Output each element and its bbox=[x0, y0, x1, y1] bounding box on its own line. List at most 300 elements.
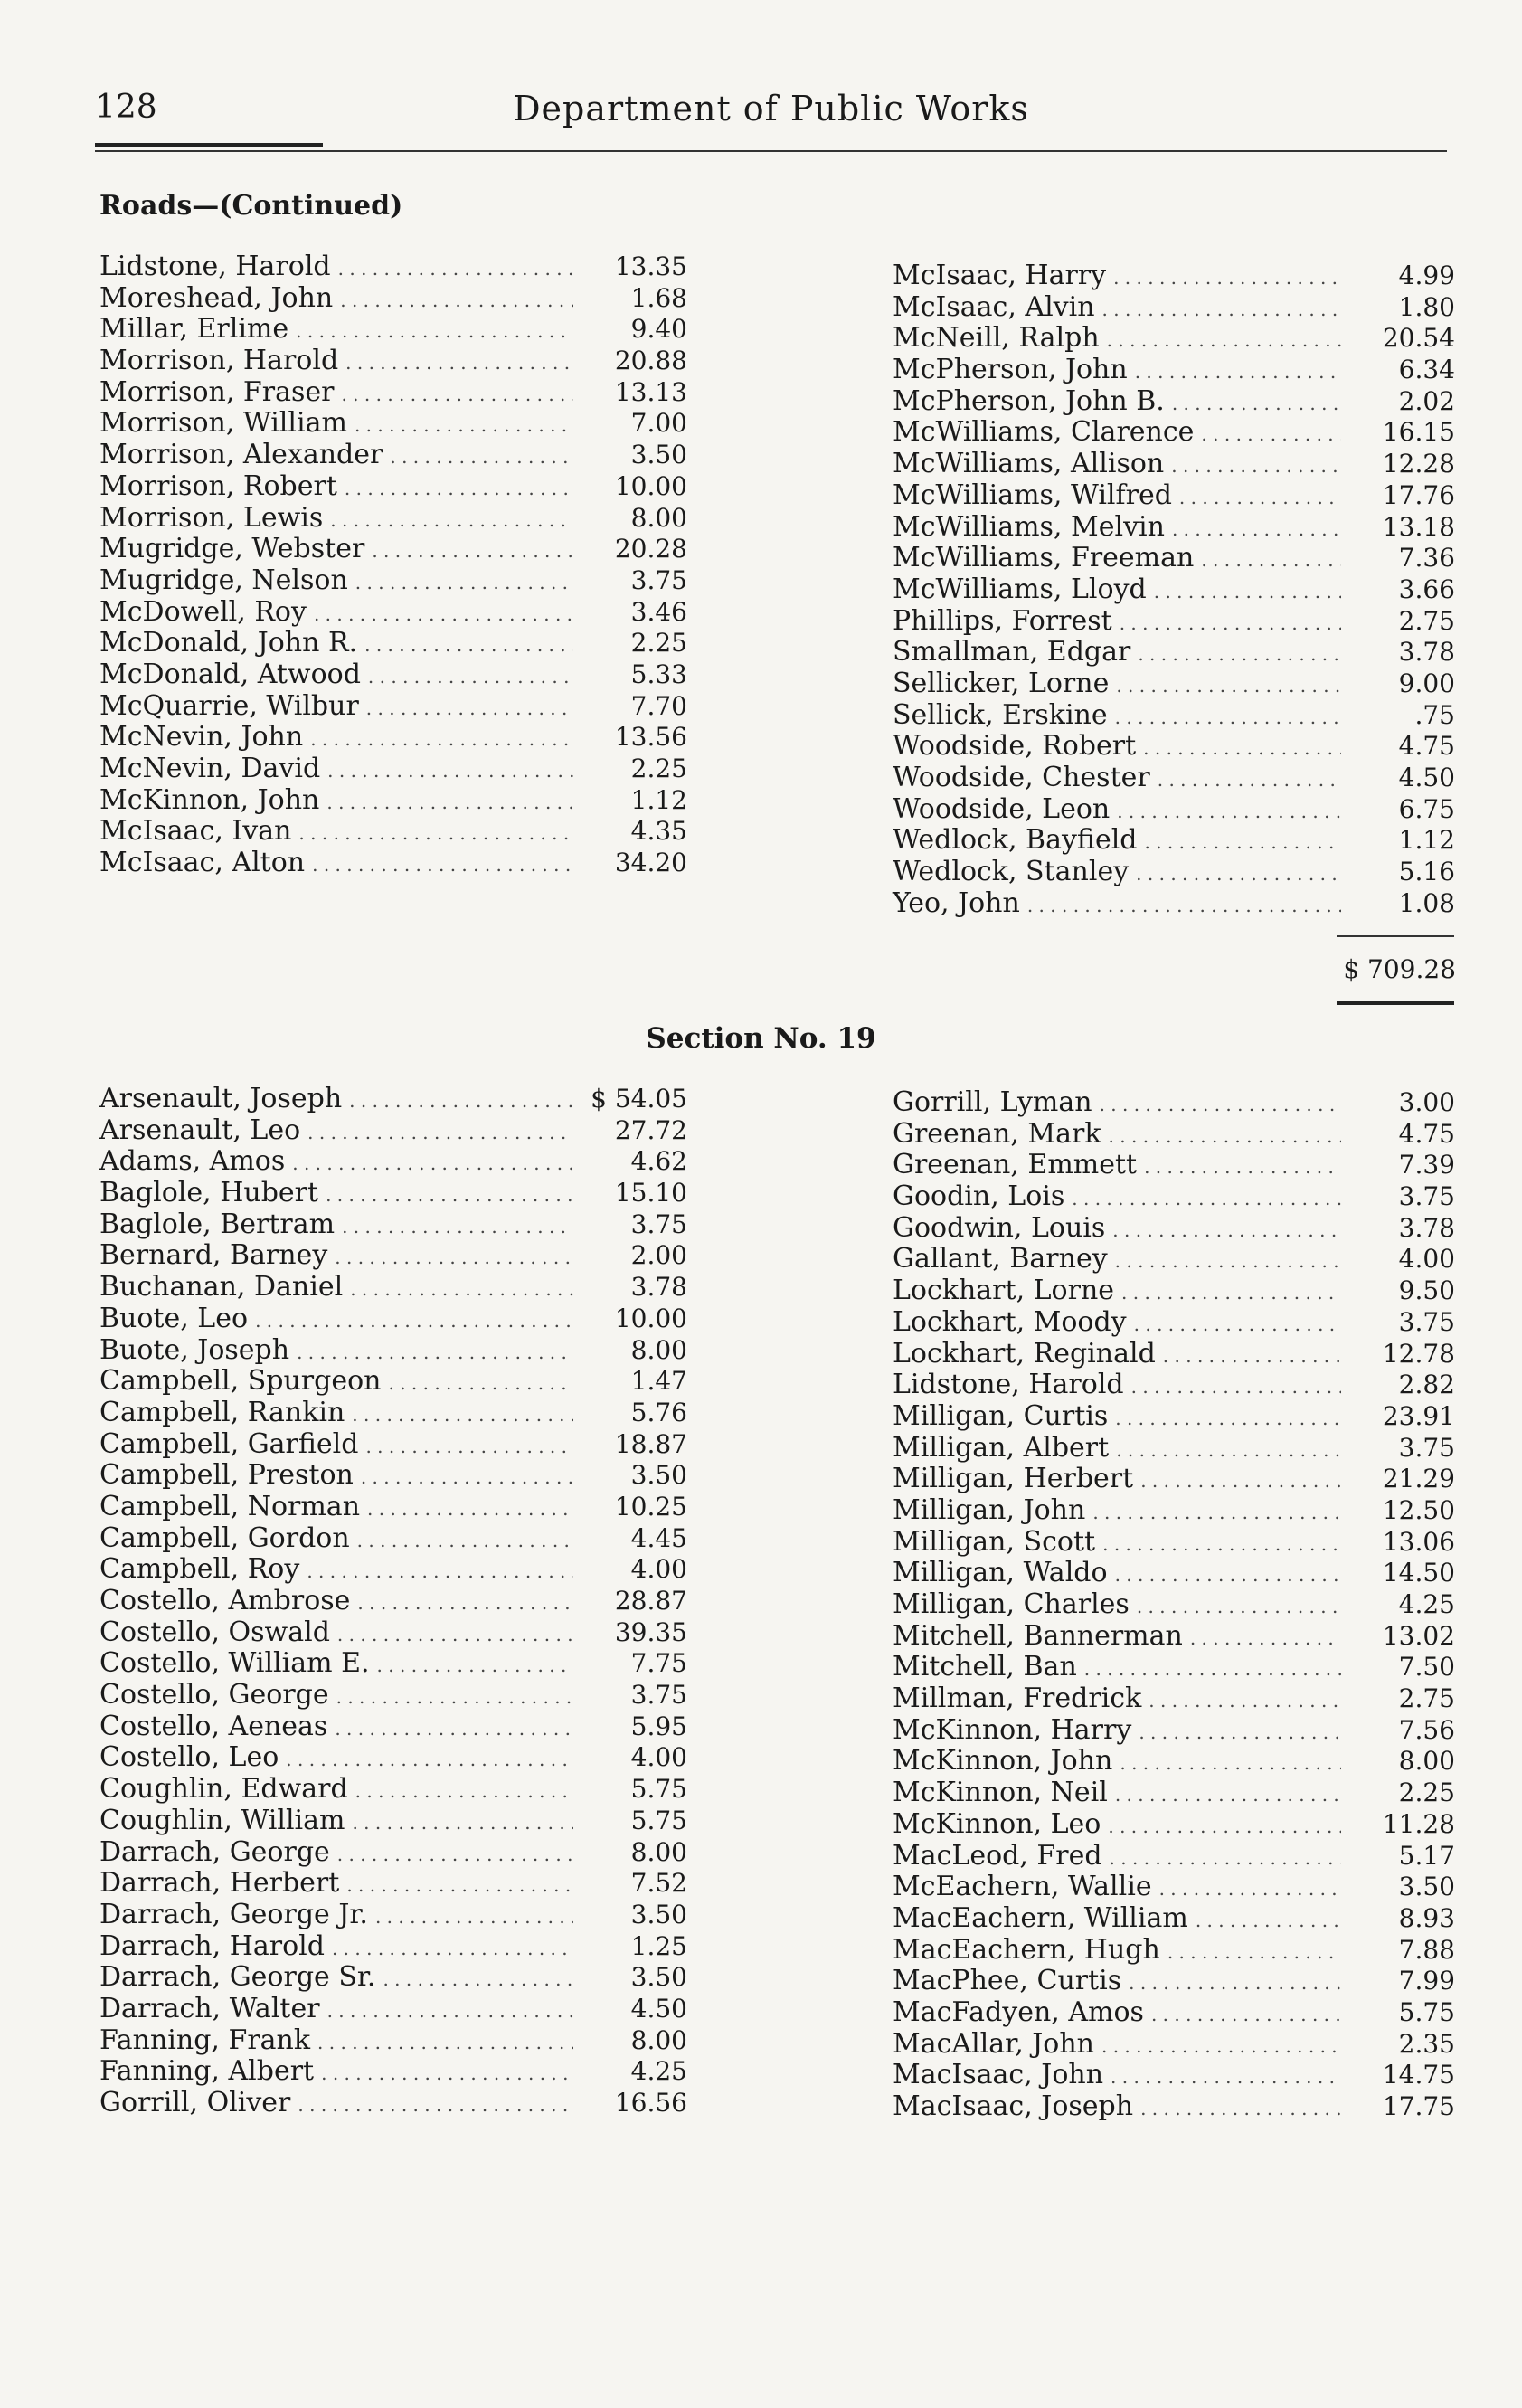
list-item bbox=[99, 1240, 687, 1272]
list-item bbox=[99, 1774, 687, 1806]
payee-name: Wedlock, Bayfield bbox=[893, 824, 1138, 857]
payee-name: Lockhart, Lorne bbox=[893, 1275, 1115, 1307]
payment-amount: 4.50 bbox=[1398, 763, 1455, 792]
list-item bbox=[99, 1272, 687, 1304]
dot-leader bbox=[1112, 1213, 1341, 1247]
list-item bbox=[893, 1495, 1455, 1527]
payee-name: Darrach, Walter bbox=[99, 1992, 320, 2024]
list-item bbox=[893, 1119, 1455, 1151]
payment-amount: 3.46 bbox=[630, 596, 687, 627]
payee-name: Morrison, Harold bbox=[99, 345, 339, 377]
dot-leader bbox=[326, 785, 573, 819]
payment-amount: 4.25 bbox=[630, 2056, 687, 2087]
payee-name: McWilliams, Lloyd bbox=[893, 573, 1147, 605]
payment-amount: 17.75 bbox=[1382, 2091, 1455, 2121]
dot-leader bbox=[1115, 700, 1341, 734]
payment-amount: 9.40 bbox=[630, 314, 687, 345]
payment-amount: 5.16 bbox=[1398, 857, 1455, 887]
dot-leader bbox=[361, 1460, 573, 1493]
payment-amount: 27.72 bbox=[614, 1114, 687, 1145]
dot-leader bbox=[377, 1648, 573, 1682]
dot-leader bbox=[355, 408, 573, 441]
total-rule-top bbox=[1337, 935, 1454, 937]
list-item bbox=[99, 1962, 687, 1994]
payment-amount: 4.00 bbox=[630, 1554, 687, 1585]
payment-amount: 6.75 bbox=[1398, 793, 1455, 824]
list-item bbox=[893, 1966, 1455, 1997]
list-item bbox=[99, 722, 687, 754]
running-title: Department of Public Works bbox=[513, 89, 1029, 128]
payee-name: McWilliams, Freeman bbox=[893, 542, 1195, 574]
payee-name: Morrison, William bbox=[99, 407, 347, 440]
dot-leader bbox=[1116, 1433, 1341, 1466]
list-item bbox=[99, 283, 687, 315]
dot-leader bbox=[310, 722, 573, 755]
list-item bbox=[893, 1872, 1455, 1903]
payment-amount: 13.56 bbox=[614, 722, 687, 753]
payee-name: McKinnon, Neil bbox=[893, 1777, 1108, 1809]
list-item bbox=[893, 480, 1455, 512]
dot-leader bbox=[1149, 1683, 1341, 1717]
payee-name: Costello, Ambrose bbox=[99, 1585, 351, 1616]
payment-amount: 4.75 bbox=[1398, 731, 1455, 762]
payment-amount: 11.28 bbox=[1382, 1808, 1455, 1839]
dot-leader bbox=[337, 1617, 573, 1651]
payment-amount: 8.93 bbox=[1398, 1902, 1455, 1933]
payment-amount: 13.18 bbox=[1382, 511, 1455, 542]
dot-leader bbox=[297, 1335, 573, 1369]
dot-leader bbox=[1136, 857, 1341, 890]
dot-leader bbox=[1108, 1809, 1341, 1843]
payee-name: Sellicker, Lorne bbox=[893, 667, 1110, 699]
payment-amount: 1.47 bbox=[630, 1366, 687, 1397]
payee-name: MacEachern, Hugh bbox=[893, 1933, 1160, 1966]
payment-amount: 4.45 bbox=[630, 1522, 687, 1553]
list-item bbox=[893, 574, 1455, 606]
section19-right-column bbox=[893, 1087, 1455, 2123]
list-item bbox=[99, 691, 687, 723]
dot-leader bbox=[1138, 637, 1341, 670]
dot-leader bbox=[357, 1523, 573, 1557]
dot-leader bbox=[1100, 1087, 1341, 1121]
list-item bbox=[893, 888, 1455, 920]
dot-leader bbox=[1092, 1495, 1341, 1529]
list-item bbox=[99, 1586, 687, 1617]
payment-amount: 20.54 bbox=[1382, 323, 1455, 354]
list-item bbox=[893, 261, 1455, 292]
dot-leader bbox=[346, 1868, 573, 1901]
payee-name: Millar, Erlime bbox=[99, 313, 289, 346]
list-item bbox=[893, 449, 1455, 480]
payee-name: Costello, Leo bbox=[99, 1741, 279, 1774]
payment-amount: 5.76 bbox=[630, 1397, 687, 1427]
list-item bbox=[893, 1935, 1455, 1967]
dot-leader bbox=[332, 1931, 573, 1965]
dot-leader bbox=[314, 597, 573, 630]
list-item bbox=[99, 754, 687, 785]
payee-name: Costello, Aeneas bbox=[99, 1710, 328, 1742]
payment-amount: 3.50 bbox=[630, 1460, 687, 1491]
dot-leader bbox=[341, 377, 573, 411]
payment-amount: 12.50 bbox=[1382, 1494, 1455, 1525]
list-item bbox=[99, 1492, 687, 1523]
list-item bbox=[893, 386, 1455, 418]
list-item bbox=[893, 1652, 1455, 1683]
payment-amount: 6.34 bbox=[1398, 355, 1455, 385]
list-item bbox=[893, 417, 1455, 449]
list-item bbox=[99, 1146, 687, 1178]
payment-amount: 3.78 bbox=[630, 1272, 687, 1303]
payment-amount: 28.87 bbox=[614, 1586, 687, 1616]
list-item bbox=[893, 731, 1455, 763]
dot-leader bbox=[1134, 1307, 1341, 1341]
dot-leader bbox=[298, 2088, 573, 2121]
dot-leader bbox=[1120, 1746, 1341, 1779]
dot-leader bbox=[1072, 1181, 1341, 1215]
payment-amount: 8.00 bbox=[630, 1334, 687, 1365]
dot-leader bbox=[1179, 480, 1341, 514]
list-item bbox=[893, 1809, 1455, 1841]
dot-leader bbox=[1139, 1715, 1341, 1749]
payee-name: Buote, Joseph bbox=[99, 1333, 290, 1366]
dot-leader bbox=[1113, 261, 1341, 294]
payment-amount: .75 bbox=[1414, 699, 1455, 730]
payment-amount: 4.50 bbox=[630, 1993, 687, 2024]
payment-amount: 3.66 bbox=[1398, 574, 1455, 604]
list-item bbox=[99, 1900, 687, 1931]
list-item bbox=[893, 1527, 1455, 1559]
list-item bbox=[99, 471, 687, 503]
payee-name: McPherson, John B. bbox=[893, 384, 1165, 417]
dot-leader bbox=[1115, 1558, 1341, 1591]
list-item bbox=[893, 794, 1455, 826]
payee-name: Gallant, Barney bbox=[893, 1243, 1108, 1275]
payment-amount: 12.28 bbox=[1382, 449, 1455, 479]
roads-right-column bbox=[893, 261, 1455, 919]
payee-name: McKinnon, John bbox=[99, 783, 320, 816]
payee-name: Lidstone, Harold bbox=[99, 251, 331, 282]
payee-name: Milligan, Curtis bbox=[893, 1399, 1109, 1432]
payment-amount: 7.00 bbox=[630, 408, 687, 439]
dot-leader bbox=[383, 1962, 573, 1996]
list-item bbox=[893, 543, 1455, 574]
payee-name: McQuarrie, Wilbur bbox=[99, 689, 359, 722]
payment-amount: 17.76 bbox=[1382, 479, 1455, 510]
list-item bbox=[99, 659, 687, 691]
list-item bbox=[893, 1244, 1455, 1275]
dot-leader bbox=[1107, 323, 1341, 356]
payee-name: McWilliams, Allison bbox=[893, 448, 1165, 480]
payment-amount: 2.00 bbox=[630, 1240, 687, 1271]
payee-name: McIsaac, Alton bbox=[99, 847, 306, 879]
list-item bbox=[99, 1398, 687, 1429]
list-item bbox=[893, 1997, 1455, 2029]
dot-leader bbox=[296, 314, 573, 347]
list-item bbox=[893, 1275, 1455, 1307]
dot-leader bbox=[1201, 417, 1341, 450]
payment-amount: 14.75 bbox=[1382, 2060, 1455, 2090]
section-title: Section No. 19 bbox=[646, 1022, 876, 1055]
payment-amount: 5.75 bbox=[1398, 1996, 1455, 2027]
payee-name: Campbell, Garfield bbox=[99, 1427, 359, 1460]
payee-name: McPherson, John bbox=[893, 354, 1128, 386]
payee-name: Morrison, Fraser bbox=[99, 375, 335, 408]
payee-name: Costello, William E. bbox=[99, 1647, 370, 1680]
payee-name: Moreshead, John bbox=[99, 281, 334, 314]
dot-leader bbox=[255, 1304, 573, 1337]
dot-leader bbox=[1140, 1464, 1341, 1497]
list-item bbox=[99, 597, 687, 629]
list-item bbox=[893, 1213, 1455, 1245]
list-item bbox=[99, 1680, 687, 1711]
payee-name: Fanning, Frank bbox=[99, 2024, 311, 2056]
payment-amount: 1.80 bbox=[1398, 291, 1455, 322]
payment-amount: 5.17 bbox=[1398, 1840, 1455, 1871]
payment-amount: 18.87 bbox=[614, 1428, 687, 1459]
list-item bbox=[99, 1742, 687, 1774]
payment-amount: 7.70 bbox=[630, 690, 687, 721]
list-item bbox=[99, 251, 687, 283]
list-item bbox=[99, 565, 687, 597]
payee-name: Darrach, George Sr. bbox=[99, 1961, 376, 1994]
roads-heading: Roads—(Continued) bbox=[99, 190, 403, 222]
dot-leader bbox=[1140, 2091, 1341, 2125]
dot-leader bbox=[1115, 1244, 1341, 1277]
dot-leader bbox=[1144, 1150, 1341, 1183]
dot-leader bbox=[1115, 1401, 1341, 1435]
dot-leader bbox=[1154, 574, 1341, 608]
payee-name: MacLeod, Fred bbox=[893, 1839, 1102, 1872]
list-item bbox=[99, 2088, 687, 2119]
payee-name: Sellick, Erskine bbox=[893, 698, 1108, 731]
payment-amount: 3.78 bbox=[1398, 637, 1455, 668]
payment-amount: 3.00 bbox=[1398, 1087, 1455, 1117]
list-item bbox=[99, 1084, 687, 1115]
payee-name: Gorrill, Lyman bbox=[893, 1086, 1092, 1118]
dot-leader bbox=[1115, 1778, 1341, 1811]
payee-name: Smallman, Edgar bbox=[893, 636, 1131, 668]
payment-amount: 4.00 bbox=[1398, 1244, 1455, 1275]
payment-amount: $ 54.05 bbox=[591, 1084, 687, 1114]
dot-leader bbox=[390, 440, 573, 473]
payment-amount: 2.75 bbox=[1398, 605, 1455, 636]
payment-amount: 9.00 bbox=[1398, 668, 1455, 698]
list-item bbox=[893, 1558, 1455, 1589]
dot-leader bbox=[364, 628, 573, 661]
dot-leader bbox=[372, 534, 573, 567]
list-item bbox=[99, 2056, 687, 2088]
payment-amount: 13.06 bbox=[1382, 1526, 1455, 1557]
dot-leader bbox=[1120, 606, 1341, 640]
list-item bbox=[893, 355, 1455, 386]
list-item bbox=[99, 1366, 687, 1398]
payment-amount: 1.12 bbox=[1398, 825, 1455, 856]
payee-name: McWilliams, Wilfred bbox=[893, 479, 1172, 511]
payee-name: Costello, Oswald bbox=[99, 1616, 330, 1648]
dot-leader bbox=[330, 503, 573, 536]
list-item bbox=[99, 1554, 687, 1586]
dot-leader bbox=[298, 816, 573, 849]
payee-name: Milligan, Scott bbox=[893, 1525, 1096, 1558]
page-header bbox=[95, 89, 1447, 143]
dot-leader bbox=[1159, 1872, 1341, 1905]
list-item bbox=[99, 1178, 687, 1209]
dot-leader bbox=[1131, 1370, 1341, 1403]
payment-amount: 3.75 bbox=[1398, 1432, 1455, 1463]
dot-leader bbox=[342, 1209, 573, 1243]
header-rule bbox=[95, 150, 1447, 152]
payee-name: Woodside, Chester bbox=[893, 762, 1150, 793]
list-item bbox=[99, 785, 687, 817]
list-item bbox=[99, 1304, 687, 1335]
payee-name: McIsaac, Ivan bbox=[99, 815, 292, 848]
payment-amount: 2.25 bbox=[630, 628, 687, 659]
dot-leader bbox=[1117, 794, 1341, 828]
payment-amount: 7.36 bbox=[1398, 543, 1455, 574]
payment-amount: 3.75 bbox=[1398, 1181, 1455, 1212]
dot-leader bbox=[352, 1806, 573, 1839]
list-item bbox=[99, 408, 687, 440]
payment-amount: 4.25 bbox=[1398, 1589, 1455, 1619]
dot-leader bbox=[312, 848, 573, 881]
payment-amount: 13.02 bbox=[1382, 1620, 1455, 1651]
dot-leader bbox=[1145, 825, 1342, 858]
payee-name: McDonald, Atwood bbox=[99, 658, 361, 690]
payee-name: Coughlin, William bbox=[99, 1804, 345, 1836]
payment-amount: 5.75 bbox=[630, 1774, 687, 1805]
list-item bbox=[99, 1711, 687, 1743]
payee-name: Campbell, Gordon bbox=[99, 1522, 350, 1554]
payment-amount: 3.50 bbox=[630, 1962, 687, 1993]
payment-amount: 4.00 bbox=[630, 1742, 687, 1773]
payee-name: Lidstone, Harold bbox=[893, 1369, 1124, 1401]
dot-leader bbox=[1129, 1966, 1341, 1999]
dot-leader bbox=[345, 346, 573, 379]
payee-name: Goodin, Lois bbox=[893, 1180, 1065, 1213]
dot-leader bbox=[365, 1429, 573, 1463]
dot-leader bbox=[1196, 1903, 1341, 1937]
payee-name: McWilliams, Melvin bbox=[893, 510, 1165, 543]
dot-leader bbox=[355, 565, 573, 599]
dot-leader bbox=[1110, 1841, 1341, 1874]
dot-leader bbox=[1137, 1589, 1341, 1623]
dot-leader bbox=[317, 2025, 573, 2059]
payment-amount: 7.52 bbox=[630, 1868, 687, 1899]
payment-amount: 7.50 bbox=[1398, 1652, 1455, 1683]
list-item bbox=[893, 1746, 1455, 1778]
list-item bbox=[893, 763, 1455, 794]
payee-name: Lockhart, Reginald bbox=[893, 1337, 1156, 1370]
payee-name: Woodside, Leon bbox=[893, 792, 1111, 825]
list-item bbox=[99, 2025, 687, 2057]
list-item bbox=[893, 1370, 1455, 1401]
list-item bbox=[99, 346, 687, 377]
payee-name: Morrison, Lewis bbox=[99, 501, 324, 534]
payee-name: McKinnon, Leo bbox=[893, 1807, 1101, 1840]
payment-amount: 5.33 bbox=[630, 659, 687, 689]
list-item bbox=[893, 1589, 1455, 1621]
payee-name: Greenan, Emmett bbox=[893, 1149, 1138, 1181]
dot-leader bbox=[1151, 1997, 1341, 2031]
dot-leader bbox=[367, 1492, 573, 1525]
list-item bbox=[893, 1307, 1455, 1339]
payee-name: McKinnon, John bbox=[893, 1745, 1113, 1778]
dot-leader bbox=[366, 691, 573, 725]
payee-name: Buchanan, Daniel bbox=[99, 1271, 344, 1304]
payment-amount: 1.68 bbox=[630, 282, 687, 313]
total-rule-bottom bbox=[1337, 1001, 1454, 1005]
payee-name: Campbell, Preston bbox=[99, 1459, 354, 1492]
list-item bbox=[893, 1621, 1455, 1653]
roads-left-column bbox=[99, 251, 687, 879]
list-item bbox=[893, 1087, 1455, 1119]
payee-name: McDowell, Roy bbox=[99, 595, 307, 628]
payment-amount: 2.25 bbox=[630, 754, 687, 783]
dot-leader bbox=[335, 1711, 573, 1745]
payee-name: Milligan, Herbert bbox=[893, 1463, 1134, 1495]
payee-name: Morrison, Alexander bbox=[99, 439, 383, 471]
payment-amount: 7.99 bbox=[1398, 1966, 1455, 1996]
dot-leader bbox=[368, 659, 573, 693]
list-item bbox=[99, 1523, 687, 1555]
payment-amount: 12.78 bbox=[1382, 1338, 1455, 1369]
list-item bbox=[99, 816, 687, 848]
payee-name: Fanning, Albert bbox=[99, 2055, 315, 2088]
dot-leader bbox=[1190, 1621, 1341, 1654]
dot-leader bbox=[327, 754, 573, 787]
payment-amount: 3.50 bbox=[630, 440, 687, 470]
list-item bbox=[893, 1150, 1455, 1181]
list-item bbox=[893, 512, 1455, 544]
list-item bbox=[99, 1931, 687, 1963]
payee-name: McDonald, John R. bbox=[99, 627, 358, 659]
payment-amount: 7.39 bbox=[1398, 1150, 1455, 1180]
dot-leader bbox=[1171, 449, 1341, 482]
list-item bbox=[893, 1433, 1455, 1465]
dot-leader bbox=[1158, 763, 1341, 796]
dot-leader bbox=[292, 1146, 573, 1180]
payee-name: Bernard, Barney bbox=[99, 1239, 328, 1272]
dot-leader bbox=[345, 471, 573, 505]
payee-name: Phillips, Forrest bbox=[893, 604, 1112, 637]
dot-leader bbox=[327, 1994, 573, 2027]
payee-name: MacFadyen, Amos bbox=[893, 1996, 1144, 2028]
list-item bbox=[893, 1903, 1455, 1935]
payee-name: Milligan, Charles bbox=[893, 1588, 1130, 1620]
payee-name: Baglole, Hubert bbox=[99, 1177, 319, 1209]
payee-name: Campbell, Roy bbox=[99, 1553, 300, 1586]
dot-leader bbox=[1109, 1119, 1341, 1152]
payment-amount: 1.12 bbox=[630, 784, 687, 815]
payee-name: MacIsaac, John bbox=[893, 2059, 1104, 2091]
payment-amount: 39.35 bbox=[614, 1616, 687, 1647]
list-item bbox=[893, 1778, 1455, 1809]
list-item bbox=[99, 1994, 687, 2025]
payment-amount: 9.50 bbox=[1398, 1275, 1455, 1306]
payee-name: Mugridge, Webster bbox=[99, 533, 365, 565]
payment-amount: 4.75 bbox=[1398, 1118, 1455, 1149]
payment-amount: 3.50 bbox=[630, 1899, 687, 1929]
payment-amount: 13.35 bbox=[614, 251, 687, 281]
payee-name: McIsaac, Alvin bbox=[893, 290, 1095, 323]
dot-leader bbox=[349, 1084, 573, 1117]
payment-amount: 10.00 bbox=[614, 1303, 687, 1333]
payee-name: Darrach, Harold bbox=[99, 1929, 325, 1962]
list-item bbox=[99, 1806, 687, 1837]
payment-amount: 10.00 bbox=[614, 470, 687, 501]
payment-amount: 4.35 bbox=[630, 816, 687, 847]
list-item bbox=[99, 534, 687, 565]
